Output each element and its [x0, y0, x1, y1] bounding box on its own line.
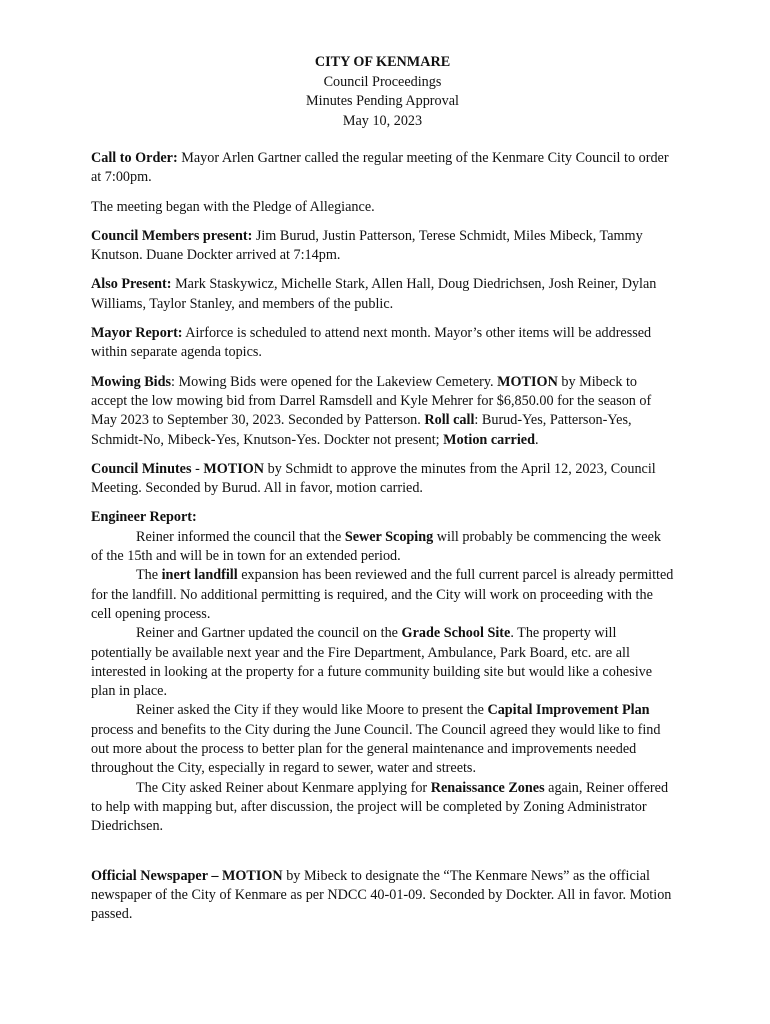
sewer-scoping-text-c: will probably be commencing the week of the 15th and will be in town for an extended period. — [91, 528, 661, 565]
council-minutes-dash: - — [191, 460, 204, 477]
mowing-bids-section — [91, 373, 674, 450]
pledge-section: The meeting began with the Pledge of Allegiance. — [91, 198, 375, 215]
mowing-bids-text-1: : Mowing Bids were opened for the Lakeview Cemetery. — [171, 373, 498, 390]
engineer-report-section — [91, 508, 674, 836]
mowing-bids-motion-carried: Motion carried — [443, 431, 535, 448]
document-header — [91, 53, 674, 131]
council-minutes-section — [91, 460, 674, 499]
inert-landfill-text-a: The — [136, 567, 162, 584]
council-minutes-text: by Schmidt to approve the minutes from the April 12, 2023, Council Meeting. Seconded by Burud. All in favor, motion carried. — [91, 460, 656, 497]
renaissance-zones-paragraph — [91, 779, 674, 837]
inert-landfill-text-c: expansion has been reviewed and the full current parcel is already permitted for the landfill. No additional permitting is required, and the City will work on proceeding with the cell opening process. — [91, 567, 674, 622]
engineer-report-label: Engineer Report: — [91, 509, 197, 526]
grade-school-term: Grade School Site — [401, 625, 511, 642]
mayor-report-text: Airforce is scheduled to attend next month. Mayor’s other items will be addressed within separate agenda topics. — [91, 325, 652, 361]
mayor-report-label: Mayor Report: — [91, 325, 183, 342]
renaissance-zones-term: Renaissance Zones — [430, 779, 545, 796]
call-to-order-section — [91, 149, 674, 188]
mowing-bids-roll-call: Roll call — [424, 412, 475, 429]
mowing-bids-text-4: . — [534, 431, 539, 448]
header-date: May 10, 2023 — [342, 112, 423, 129]
inert-landfill-term: inert landfill — [161, 567, 238, 584]
also-present-text: Mark Staskywicz, Michelle Stark, Allen Hall, Doug Diedrichsen, Josh Reiner, Dylan Williams, Taylor Stanley, and members of the public. — [91, 276, 657, 312]
mayor-report-section — [91, 324, 674, 363]
renaissance-zones-text-a: The City asked Reiner about Kenmare applying for — [136, 779, 431, 796]
council-members-text: Jim Burud, Justin Patterson, Terese Schmidt, Miles Mibeck, Tammy Knutson. Duane Dockter arrived at 7:14pm. — [91, 227, 643, 264]
official-newspaper-section — [91, 867, 674, 925]
city-name: CITY OF KENMARE — [314, 54, 451, 70]
sewer-scoping-term: Sewer Scoping — [344, 528, 434, 545]
also-present-section — [91, 275, 674, 314]
capital-improvement-text-a: Reiner asked the City if they would like Moore to present the — [136, 702, 488, 719]
mowing-bids-motion: MOTION — [497, 373, 558, 390]
capital-improvement-term: Capital Improvement Plan — [487, 702, 650, 719]
mowing-bids-label: Mowing Bids — [91, 373, 172, 390]
mowing-bids-text-3: : Burud-Yes, Patterson-Yes, Schmidt-No, Mibeck-Yes, Knutson-Yes. Dockter not present; — [91, 412, 632, 448]
header-council-proceedings: Council Proceedings — [323, 73, 442, 90]
sewer-scoping-text-a: Reiner informed the council that the — [136, 528, 345, 545]
sewer-scoping-paragraph — [91, 528, 674, 567]
call-to-order-label: Call to Order: — [91, 150, 178, 166]
also-present-label: Also Present: — [91, 276, 172, 293]
grade-school-text-a: Reiner and Gartner updated the council on the — [136, 625, 402, 642]
official-newspaper-label: Official Newspaper – MOTION — [91, 867, 283, 884]
council-members-label: Council Members present: — [91, 227, 253, 244]
council-minutes-label: Council Minutes — [91, 460, 192, 477]
grade-school-paragraph — [91, 624, 674, 701]
council-members-section — [91, 227, 674, 266]
engineer-report-heading — [91, 508, 674, 527]
capital-improvement-paragraph — [91, 701, 674, 778]
call-to-order-text: Mayor Arlen Gartner called the regular meeting of the Kenmare City Council to order at 7:00pm. — [91, 150, 669, 186]
capital-improvement-text-c: process and benefits to the City during the June Council. The Council agreed they would like to find out more about the process to better plan for the general maintenance and improvements needed throughout the City, especially in regard to sewer, water and streets. — [91, 721, 661, 777]
council-minutes-motion: MOTION — [203, 460, 265, 477]
renaissance-zones-text-c: again, Reiner offered to help with mapping but, after discussion, the project will be completed by Zoning Administrator Diedrichsen. — [91, 779, 669, 835]
grade-school-text-c: . The property will potentially be available next year and the Fire Department, Ambulance, Park Board, etc. are all interested in looking at the property for a future community building site but would like a cohesive plan in place. — [91, 625, 653, 700]
header-minutes-status: Minutes Pending Approval — [306, 93, 459, 109]
inert-landfill-paragraph — [91, 566, 674, 624]
mowing-bids-text-2: by Mibeck to accept the low mowing bid from Darrel Ramsdell and Kyle Mehrer for $6,850.00 for the season of May 2023 to September 30, 2023. Seconded by Patterson. — [91, 373, 652, 429]
official-newspaper-text: by Mibeck to designate the “The Kenmare News” as the official newspaper of the City of Kenmare as per NDCC 40-01-09. Seconded by Dockter. All in favor. Motion passed. — [91, 867, 672, 923]
